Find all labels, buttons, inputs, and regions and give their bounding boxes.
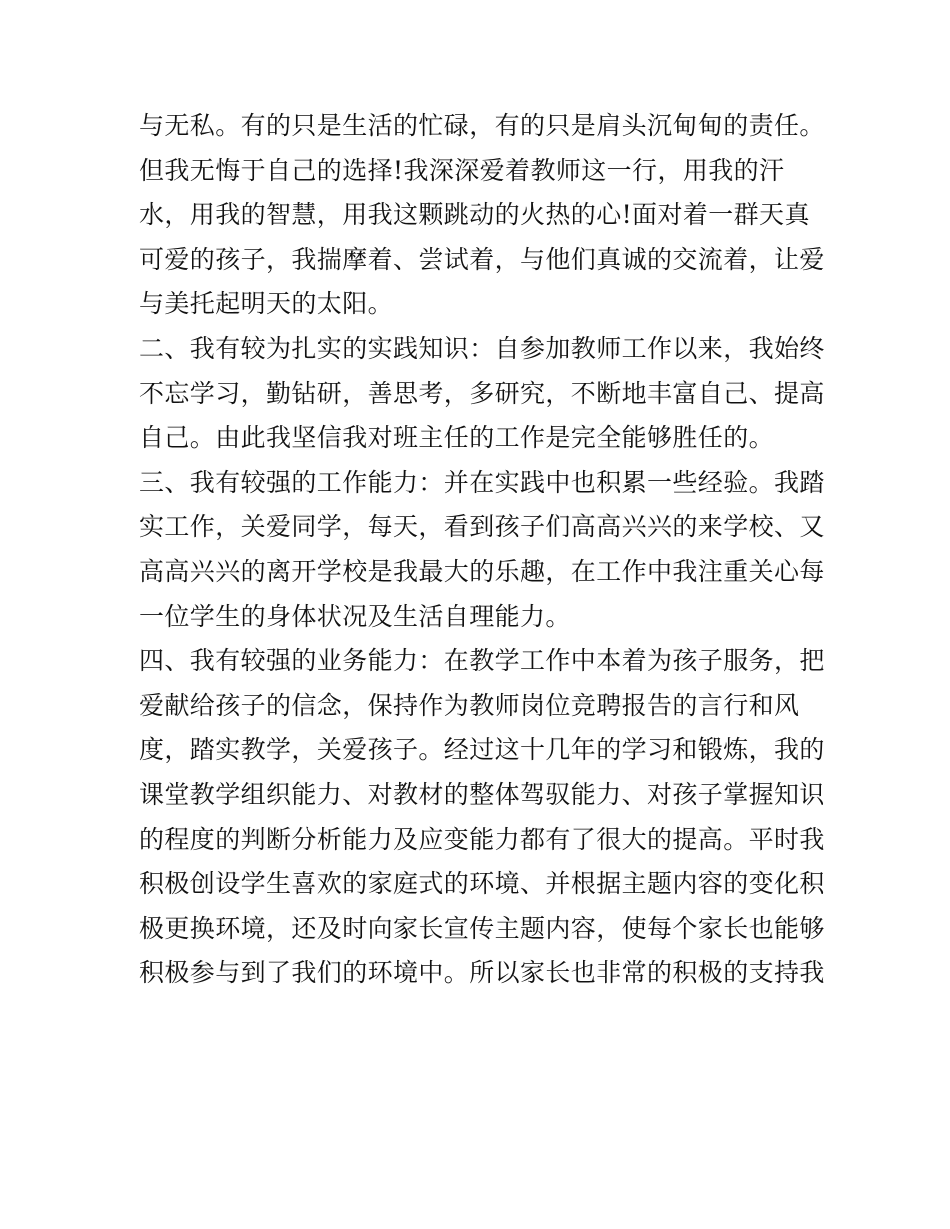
text-line: 度，踏实教学，关爱孩子。经过这十几年的学习和锻炼，我的 [139, 735, 825, 765]
text-line: 极更换环境，还及时向家长宣传主题内容，使每个家长也能够 [139, 913, 825, 943]
text-line: 课堂教学组织能力、对教材的整体驾驭能力、对孩子掌握知识 [139, 779, 825, 809]
text-line: 水，用我的智慧，用我这颗跳动的火热的心!面对着一群天真 [139, 200, 810, 230]
text-line: 但我无悔于自己的选择!我深深爱着教师这一行，用我的汗 [139, 155, 785, 185]
text-line: 一位学生的身体状况及生活自理能力。 [139, 601, 571, 631]
text-line: 自己。由此我坚信我对班主任的工作是完全能够胜任的。 [139, 423, 775, 453]
text-line: 与无私。有的只是生活的忙碌，有的只是肩头沉甸甸的责任。 [139, 111, 825, 140]
text-line: 积极创设学生喜欢的家庭式的环境、并根据主题内容的变化积 [139, 869, 825, 899]
text-line: 的程度的判断分析能力及应变能力都有了很大的提高。平时我 [139, 824, 825, 854]
text-line: 不忘学习，勤钻研，善思考，多研究，不断地丰富自己、提高 [139, 378, 825, 408]
text-line: 积极参与到了我们的环境中。所以家长也非常的积极的支持我 [139, 958, 825, 988]
text-line: 三、我有较强的工作能力：并在实践中也积累一些经验。我踏 [139, 467, 825, 497]
text-line: 实工作，关爱同学，每天，看到孩子们高高兴兴的来学校、又 [139, 512, 825, 542]
text-line: 爱献给孩子的信念，保持作为教师岗位竞聘报告的言行和风 [139, 690, 800, 720]
text-line: 四、我有较强的业务能力：在教学工作中本着为孩子服务，把 [139, 646, 825, 676]
text-line: 高高兴兴的离开学校是我最大的乐趣，在工作中我注重关心每 [139, 556, 825, 586]
text-line: 与美托起明天的太阳。 [139, 289, 394, 319]
body-text [139, 104, 825, 996]
text-line: 二、我有较为扎实的实践知识：自参加教师工作以来，我始终 [139, 333, 825, 363]
text-line: 可爱的孩子，我揣摩着、尝试着，与他们真诚的交流着，让爱 [139, 244, 825, 274]
